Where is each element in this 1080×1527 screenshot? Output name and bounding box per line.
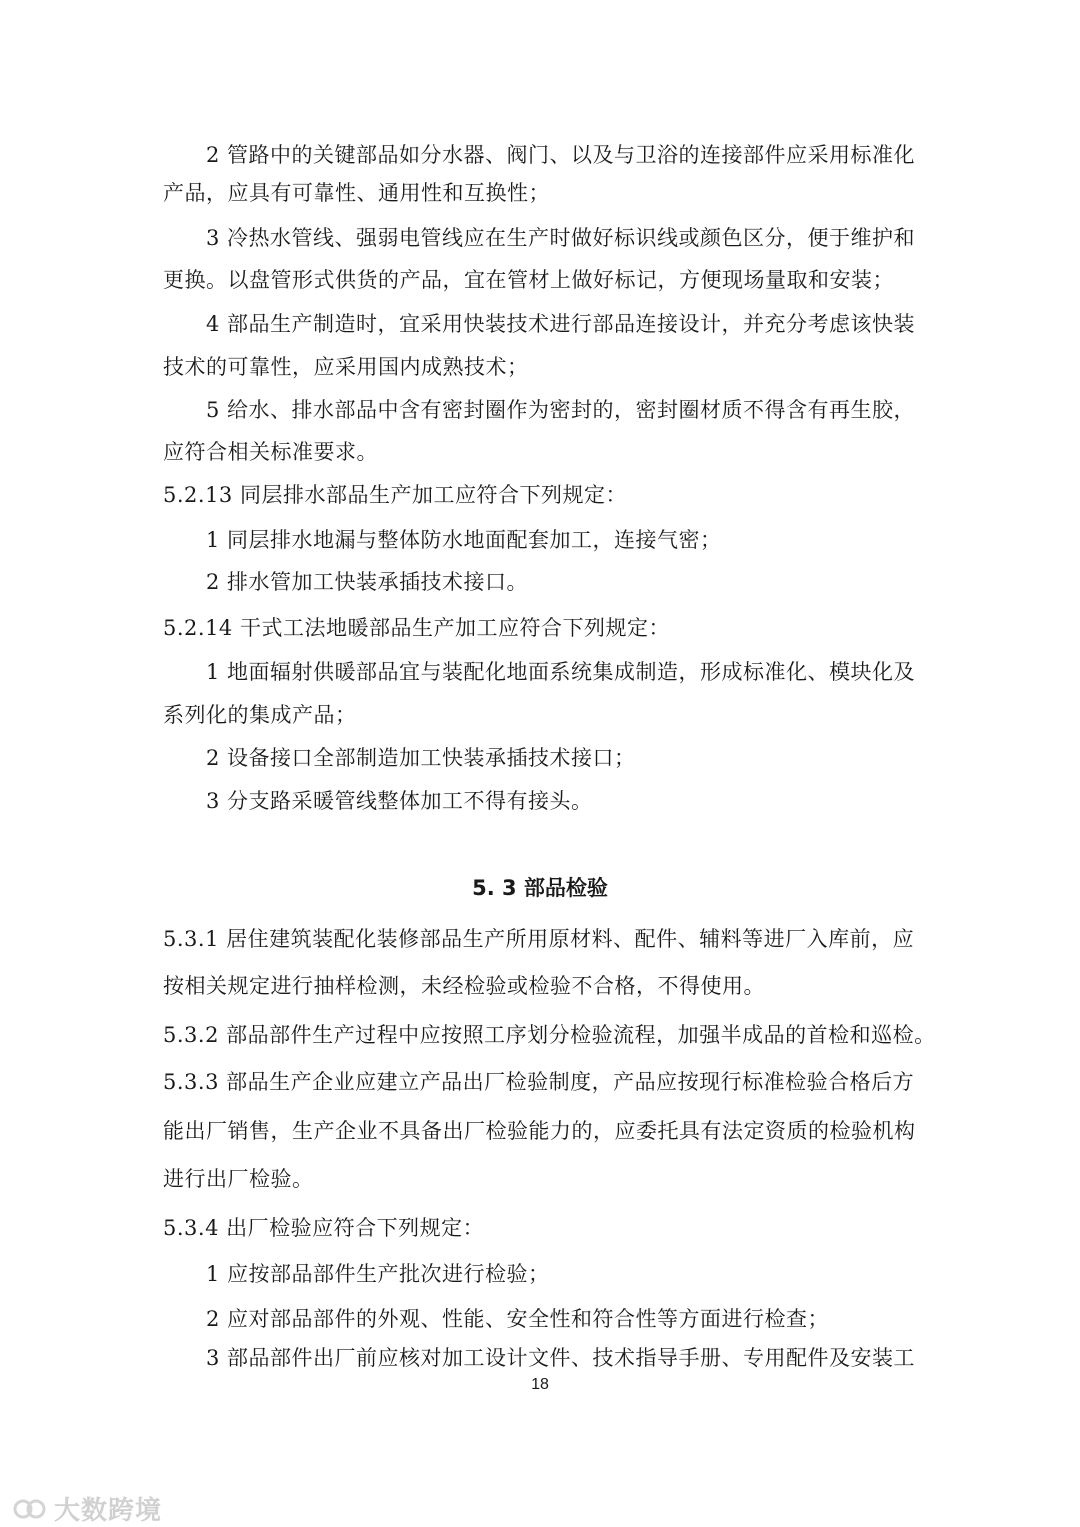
- text-line: 1 同层排水地漏与整体防水地面配套加工，连接气密；: [206, 528, 722, 552]
- text-line: 2 设备接口全部制造加工快装承插技术接口；: [206, 746, 636, 770]
- clause-heading: 5.3.2 部品部件生产过程中应按照工序划分检验流程，加强半成品的首检和巡检。: [163, 1023, 936, 1047]
- clause-heading: 5.2.13 同层排水部品生产加工应符合下列规定：: [163, 483, 627, 507]
- text-line: 更换。以盘管形式供货的产品，宜在管材上做好标记，方便现场量取和安装；: [163, 268, 894, 292]
- text-line: 1 地面辐射供暖部品宜与装配化地面系统集成制造，形成标准化、模块化及: [206, 660, 916, 684]
- text-line: 5 给水、排水部品中含有密封圈作为密封的，密封圈材质不得含有再生胶，: [206, 398, 916, 422]
- text-line: 产品，应具有可靠性、通用性和互换性；: [163, 181, 550, 205]
- text-line: 技术的可靠性，应采用国内成熟技术；: [163, 355, 529, 379]
- text-line: 2 排水管加工快装承插技术接口。: [206, 570, 529, 594]
- clause-heading: 5.3.1 居住建筑装配化装修部品生产所用原材料、配件、辅料等进厂入库前，应: [163, 927, 915, 951]
- text-line: 2 应对部品部件的外观、性能、安全性和符合性等方面进行检查；: [206, 1307, 830, 1331]
- text-line: 4 部品生产制造时，宜采用快装技术进行部品连接设计，并充分考虑该快装: [206, 312, 916, 336]
- clause-heading: 5.3.3 部品生产企业应建立产品出厂检验制度，产品应按现行标准检验合格后方: [163, 1070, 915, 1094]
- chain-link-icon: [12, 1498, 48, 1520]
- watermark-text: 大数跨境: [54, 1496, 163, 1526]
- clause-heading: 5.2.14 干式工法地暖部品生产加工应符合下列规定：: [163, 616, 670, 640]
- text-line: 进行出厂检验。: [163, 1167, 314, 1191]
- text-line: 3 部品部件出厂前应核对加工设计文件、技术指导手册、专用配件及安装工: [206, 1346, 916, 1370]
- page-number: 18: [531, 1376, 549, 1393]
- text-line: 1 应按部品部件生产批次进行检验；: [206, 1262, 550, 1286]
- text-line: 3 分支路采暖管线整体加工不得有接头。: [206, 789, 593, 813]
- text-line: 应符合相关标准要求。: [163, 440, 378, 464]
- text-line: 3 冷热水管线、强弱电管线应在生产时做好标识线或颜色区分，便于维护和: [206, 226, 916, 250]
- clause-heading: 5.3.4 出厂检验应符合下列规定：: [163, 1216, 485, 1240]
- text-line: 2 管路中的关键部品如分水器、阀门、以及与卫浴的连接部件应采用标准化: [206, 143, 916, 167]
- text-line: 按相关规定进行抽样检测，未经检验或检验不合格，不得使用。: [163, 974, 765, 998]
- section-title: 5. 3 部品检验: [472, 876, 608, 900]
- text-line: 能出厂销售，生产企业不具备出厂检验能力的，应委托具有法定资质的检验机构: [163, 1119, 916, 1143]
- watermark: [12, 1490, 162, 1527]
- text-line: 系列化的集成产品；: [163, 703, 357, 727]
